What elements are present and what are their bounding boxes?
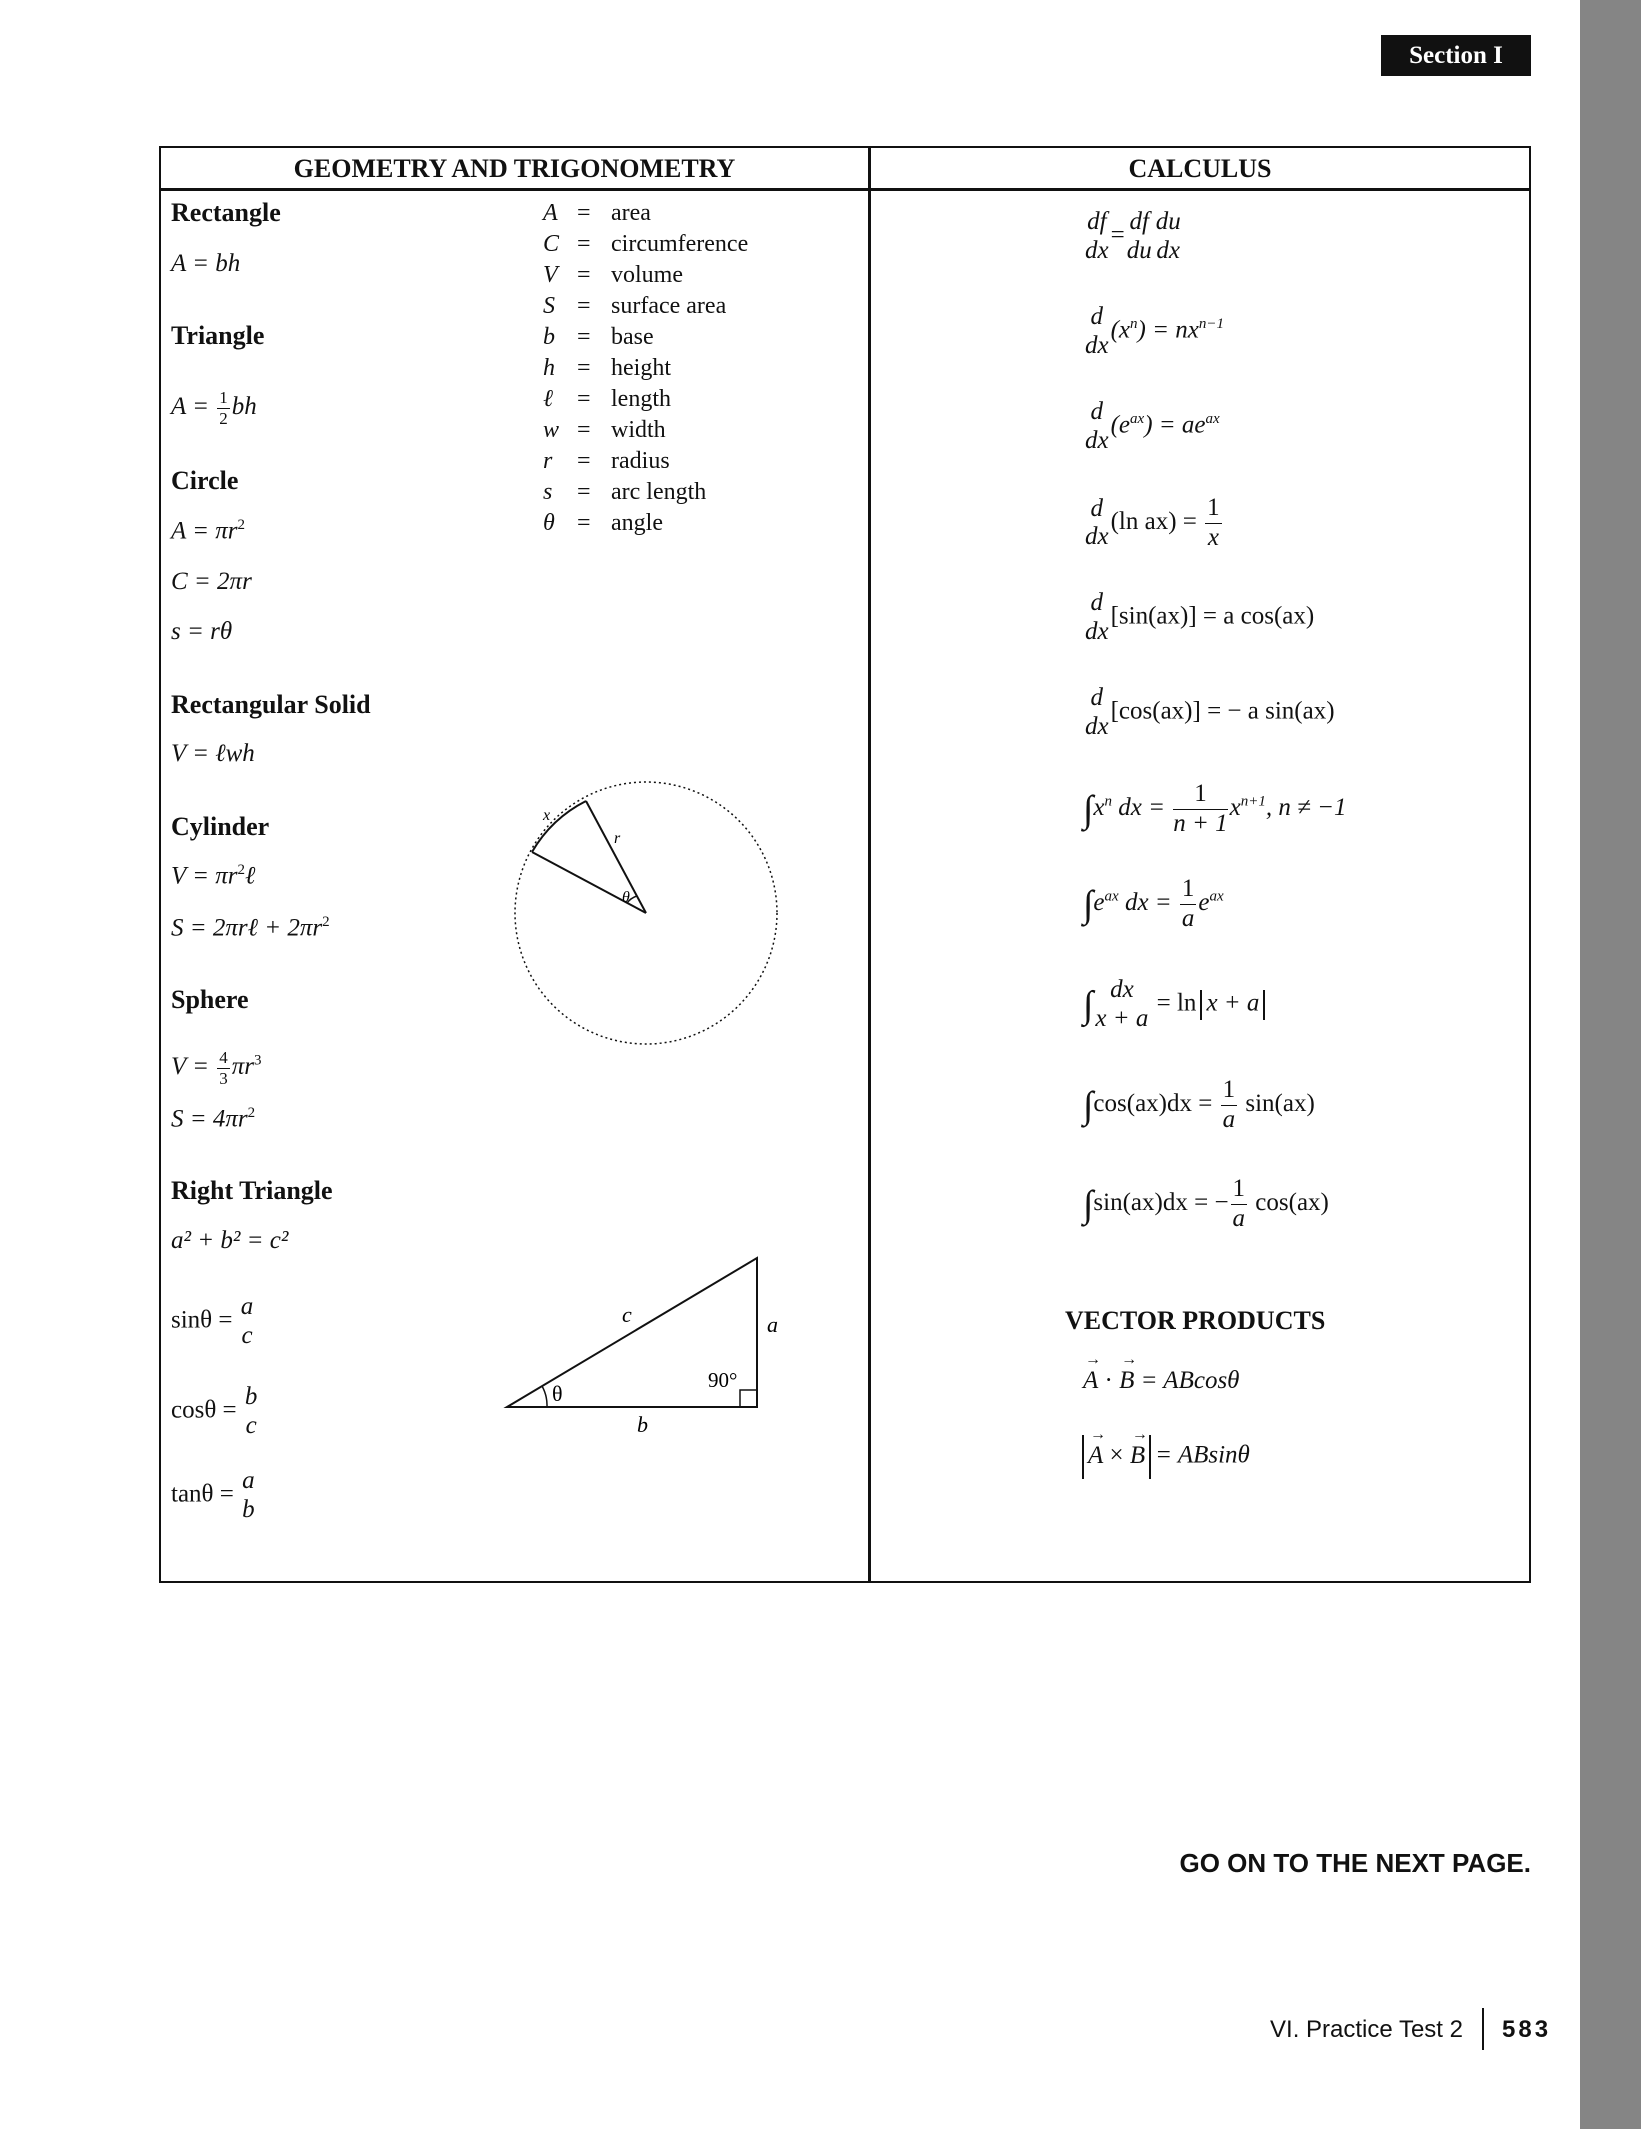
section-label: Section I	[1381, 35, 1531, 76]
sphere-volume: V = $\frac{4}{3}$ $\pi r^3$	[171, 1048, 262, 1088]
arc	[532, 801, 586, 852]
cross-product-formula: → A × → B = ABsinθ	[1078, 1435, 1250, 1479]
triangle-heading: Triangle	[171, 321, 265, 350]
angle-label: θ	[622, 889, 630, 906]
exp-integral-formula: $\int e^{ax}$ dx = $\frac{1}{a}$ $e^{ax}$	[1083, 875, 1224, 932]
page-edge-tab	[1580, 0, 1641, 2129]
legend-eq: =	[577, 324, 591, 350]
legend-eq: =	[577, 479, 591, 505]
power-derivative-formula: d dx $(x^n) = nx^{n-1}$	[1085, 303, 1224, 359]
reciprocal-integral-formula: ∫ dx x + a = ln x + a	[1083, 976, 1269, 1034]
legend-desc: volume	[611, 262, 683, 288]
legend-sym: r	[543, 448, 553, 474]
legend-desc: base	[611, 324, 654, 350]
legend-sym: S	[543, 293, 555, 319]
cos-derivative-formula: d dx [cos(ax)] = − a sin(ax)	[1085, 684, 1335, 740]
sin-derivative-formula: d dx [sin(ax)] = a cos(ax)	[1085, 589, 1315, 645]
legend-eq: =	[577, 417, 591, 443]
angle-label: θ	[552, 1381, 563, 1406]
ln-derivative-formula: d dx (ln ax) = $\frac{1}{x}$	[1085, 494, 1220, 551]
legend-desc: width	[611, 417, 666, 443]
vector-products-heading: VECTOR PRODUCTS	[1065, 1306, 1326, 1335]
triangle-area-formula: A = $\frac{1}{2}$ bh	[171, 388, 257, 428]
legend-eq: =	[577, 386, 591, 412]
legend-desc: circumference	[611, 231, 749, 257]
right-angle-marker	[740, 1390, 757, 1407]
dot-product-formula: → A · → B = ABcosθ	[1083, 1367, 1239, 1395]
rectangular-solid-volume: V = ℓwh	[171, 740, 255, 767]
cylinder-surface: S = 2πrℓ + $2\pi r^2$	[171, 914, 330, 942]
footer-divider	[1482, 2008, 1484, 2050]
cos-integral-formula: ∫cos(ax)dx = $\frac{1}{a}$ sin(ax)	[1083, 1076, 1315, 1133]
legend-sym: V	[543, 262, 558, 288]
legend-desc: angle	[611, 510, 663, 536]
formula-table	[159, 146, 1531, 1583]
right-triangle-diagram	[490, 1240, 800, 1440]
chain-rule-formula: df dx = df du du dx	[1085, 208, 1181, 264]
legend-sym: ℓ	[543, 386, 553, 412]
legend-sym: A	[543, 200, 558, 226]
cylinder-volume: $V = \pi r^2\ell$	[171, 862, 256, 890]
legend-eq: =	[577, 293, 591, 319]
footer-chapter: VI. Practice Test 2	[1270, 2016, 1463, 2043]
right-angle-label: 90°	[708, 1368, 738, 1392]
power-integral-formula: $\int x^n$ dx = $\frac{1}{n + 1}$ $x^{n+1}$, n ≠ −1	[1083, 780, 1347, 837]
legend-sym: h	[543, 355, 555, 381]
divider	[868, 146, 871, 1583]
sphere-surface: $S = 4\pi r^2$	[171, 1105, 256, 1133]
opposite-label: a	[767, 1312, 778, 1337]
arc-label: x	[543, 807, 551, 824]
right-triangle-heading: Right Triangle	[171, 1176, 333, 1205]
circle-heading: Circle	[171, 466, 239, 495]
legend-desc: surface area	[611, 293, 727, 319]
pythagorean-formula: a² + b² = c²	[171, 1227, 289, 1254]
legend-sym: θ	[543, 510, 555, 536]
hypotenuse-label: c	[622, 1302, 632, 1327]
legend-eq: =	[577, 448, 591, 474]
legend-sym: b	[543, 324, 555, 350]
legend-desc: height	[611, 355, 671, 381]
circle-area-formula: $A = \pi r^2$	[171, 517, 245, 545]
legend-eq: =	[577, 231, 591, 257]
rectangle-area-formula: A = bh	[171, 250, 241, 277]
legend-eq: =	[577, 510, 591, 536]
cylinder-heading: Cylinder	[171, 812, 270, 841]
rectangle-heading: Rectangle	[171, 198, 281, 227]
calculus-heading: CALCULUS	[1128, 154, 1272, 183]
legend-desc: arc length	[611, 479, 707, 505]
divider	[159, 188, 1531, 191]
legend-eq: =	[577, 200, 591, 226]
arc-length-formula: s = rθ	[171, 618, 233, 645]
adjacent-label: b	[637, 1412, 648, 1437]
rectangular-solid-heading: Rectangular Solid	[171, 690, 371, 719]
tangent-formula: tanθ = a b	[171, 1467, 255, 1523]
legend-sym: w	[543, 417, 560, 443]
circumference-formula: C = 2πr	[171, 568, 252, 595]
legend-desc: area	[611, 200, 651, 226]
legend-sym: C	[543, 231, 560, 257]
legend-eq: =	[577, 262, 591, 288]
legend-desc: length	[611, 386, 671, 412]
go-on-notice: GO ON TO THE NEXT PAGE.	[1179, 1848, 1531, 1878]
sphere-heading: Sphere	[171, 985, 249, 1014]
legend-eq: =	[577, 355, 591, 381]
radius-label: r	[614, 830, 621, 847]
legend-desc: radius	[611, 448, 670, 474]
cosine-formula: cosθ = b c	[171, 1383, 258, 1439]
page-number: 583	[1502, 2016, 1552, 2043]
sine-formula: sinθ = a c	[171, 1293, 254, 1349]
legend-sym: s	[543, 479, 553, 505]
exp-derivative-formula: d dx $(e^{ax}) = ae^{ax}$	[1085, 398, 1220, 454]
angle-arc	[542, 1386, 547, 1407]
geometry-heading: GEOMETRY AND TRIGONOMETRY	[293, 154, 736, 183]
circle-sector-diagram	[500, 770, 800, 1060]
sin-integral-formula: ∫sin(ax)dx = − $\frac{1}{a}$ cos(ax)	[1083, 1175, 1329, 1232]
